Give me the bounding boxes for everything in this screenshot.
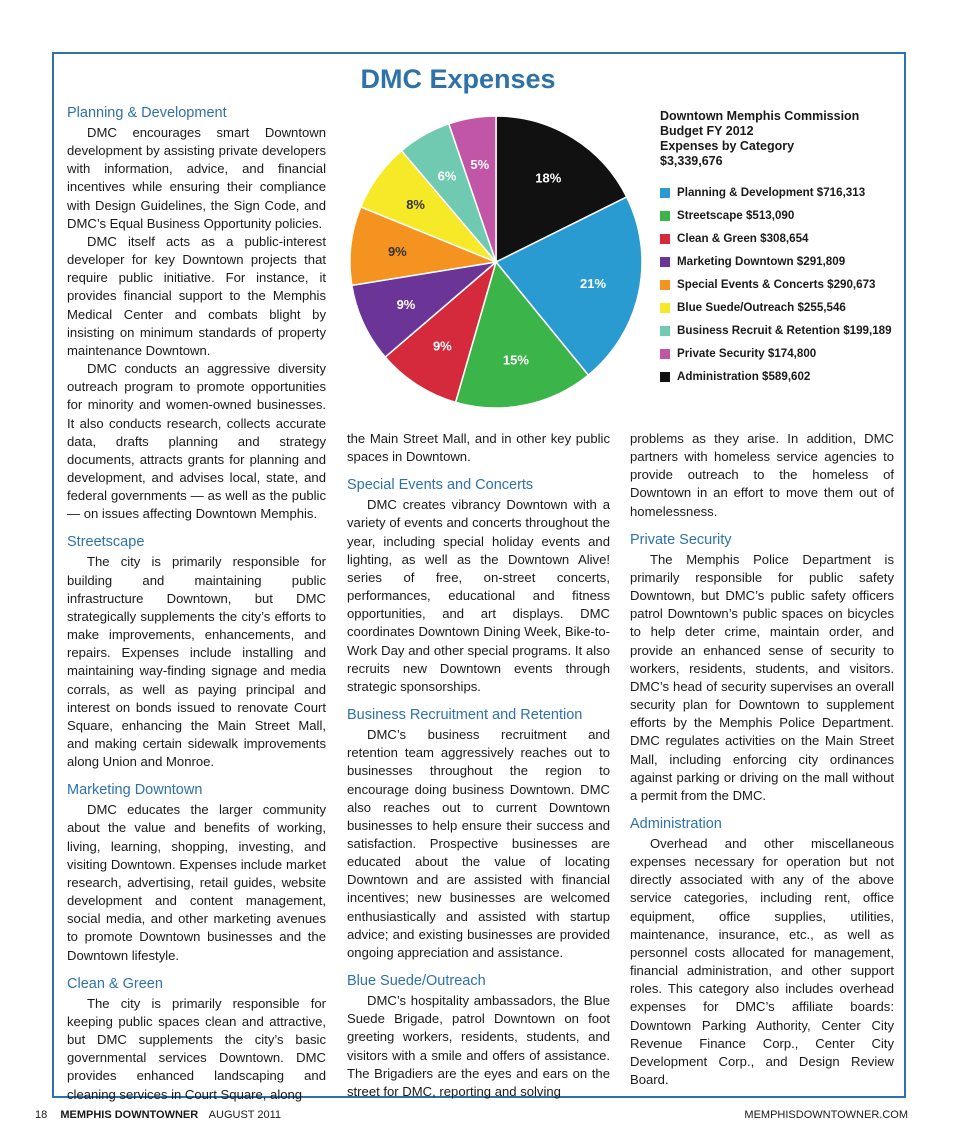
legend-item (660, 296, 900, 319)
legend-item (660, 181, 900, 204)
page-title: DMC Expenses (360, 64, 556, 94)
legend-label: Business Recruit & Retention $199,189 (677, 324, 892, 337)
legend-item (660, 250, 900, 273)
footer-left (35, 1109, 281, 1121)
legend-item (660, 365, 900, 388)
paragraph: DMC itself acts as a public-interest developer for key Downtown projects that require public initiative. For instance, it provides financial support to the Memphis Medical Center and combats blight by insisting on minimum standards of property maintenance Downtown. (67, 233, 326, 358)
text-column-left (67, 104, 326, 1104)
footer-website: MEMPHISDOWNTOWNER.COM (744, 1109, 908, 1121)
legend-swatch (660, 303, 670, 313)
legend-swatch (660, 349, 670, 359)
paragraph: The city is primarily responsible for building and maintaining public infrastructure Downtown, but DMC strategically supplements the city’s efforts to make improvements, enhancements, and repairs. Expenses include installing and maintaining way-finding signage and media corrals, as well as paying principal and interest on bonds issued to renovate Court Square, enhancing the Main Street Mall, and making certain sidewalk improvements along Union and Monroe. (67, 554, 326, 770)
pie-slice-label: 9% (432, 338, 452, 354)
paragraph: DMC conducts an aggressive diversity outreach program to promote opportunities for minority and women-owned businesses. It also conducts research, collects accurate data, drafts planning and strategy documents, attracts grants for planning and development, and advises local, state, and federal governments — as well as the public — on issues affecting Downtown Memphis. (67, 361, 326, 522)
legend-label: Administration $589,602 (677, 370, 811, 383)
pie-slice-label: 9% (396, 296, 416, 312)
legend-swatch (660, 211, 670, 221)
pie-slice-label: 8% (406, 196, 425, 212)
legend-item (660, 319, 900, 342)
heading-clean-green: Clean & Green (67, 975, 163, 992)
pie-slice-label: 9% (387, 243, 407, 259)
pie-slice-label: 21% (580, 275, 607, 291)
text-column-right (630, 430, 894, 1089)
legend-item (660, 273, 900, 296)
legend-title: Downtown Memphis Commission (660, 109, 860, 123)
legend-label: Marketing Downtown $291,809 (677, 255, 846, 268)
paragraph: The city is primarily responsible for keeping public spaces clean and attractive, but DMC supplements the city’s basic governmental services Downtown. DMC provides enhanced landscaping and cleaning services in Court Square, along (67, 995, 326, 1102)
legend-label: Private Security $174,800 (677, 347, 817, 360)
pie-slice-label: 6% (437, 168, 457, 184)
heading-private-security: Private Security (630, 531, 732, 548)
legend-total: $3,339,676 (660, 154, 723, 168)
pie-chart (346, 112, 646, 412)
paragraph: DMC educates the larger community about the value and benefits of working, living, learning, shopping, investing, and visiting Downtown. Expenses include market research, advertising, retail guides, website development and content management, social media, and other marketing avenues to promote Downtown businesses and the Downtown lifestyle. (67, 802, 326, 963)
heading-special-events: Special Events and Concerts (347, 477, 534, 494)
legend-label: Special Events & Concerts $290,673 (677, 278, 876, 291)
legend-swatch (660, 280, 670, 290)
page-number: 18 (35, 1109, 48, 1121)
issue-date: AUGUST 2011 (208, 1109, 282, 1121)
pie-slices (350, 116, 642, 408)
paragraph: DMC’s hospitality ambassadors, the Blue Suede Brigade, patrol Downtown on foot greeting workers, residents, students, and visitors with a smile and offers of assistance. The Brigadiers are the eyes and ears on the street for DMC, reporting and solving (347, 993, 610, 1099)
heading-streetscape: Streetscape (67, 534, 145, 551)
chart-legend (660, 109, 900, 388)
publication-name: MEMPHIS DOWNTOWNER (60, 1109, 199, 1121)
paragraph: DMC encourages smart Downtown development by assisting private developers with information, advice, and financial incentives while ensuring their compliance with Design Guidelines, the Sign Code, and DMC’s Equal Business Opportunity policies. (67, 125, 326, 231)
legend-item (660, 204, 900, 227)
legend-swatch (660, 234, 670, 244)
paragraph-continued: problems as they arise. In addition, DMC partners with homeless service agencies to provide outreach to the homeless of Downtown in an effort to move them out of homelessness. (630, 431, 894, 519)
legend-label: Streetscape $513,090 (677, 209, 795, 222)
legend-swatch (660, 188, 670, 198)
heading-administration: Administration (630, 815, 722, 832)
legend-label: Clean & Green $308,654 (677, 232, 809, 245)
heading-marketing-downtown: Marketing Downtown (67, 782, 203, 799)
heading-business-recruitment: Business Recruitment and Retention (347, 707, 583, 724)
pie-slice-label: 18% (535, 170, 562, 186)
legend-swatch (660, 372, 670, 382)
legend-swatch (660, 326, 670, 336)
heading-blue-suede-outreach: Blue Suede/Outreach (347, 973, 486, 990)
pie-slice-label: 5% (470, 157, 490, 173)
paragraph: DMC creates vibrancy Downtown with a variety of events and concerts throughout the year, including special holiday events and lighting, as well as the Downtown Alive! series of free, on-street concerts, performances, educational and fitness opportunities, and art displays. DMC coordinates Downtown Dining Week, Bike-to-Work Day and other special programs. It also recruits new Downtown events through strategic sponsorships. (347, 497, 610, 694)
paragraph: Overhead and other miscellaneous expenses necessary for operation but not directly associated with any of the above service categories, including rent, office equipment, office supplies, utilities, maintenance, insurance, etc., as well as personnel costs allocated for management, financial administration, and other support roles. This category also includes overhead expenses for DMC’s affiliate boards: Downtown Parking Authority, Center City Revenue Finance Corp., Center City Development Corp., and Design Review Board. (630, 835, 894, 1087)
text-column-middle (347, 430, 610, 1101)
legend-item (660, 342, 900, 365)
paragraph: DMC’s business recruitment and retention team aggressively reaches out to businesses throughout the region to encourage doing business Downtown. DMC also reaches out to current Downtown businesses to help ensure their success and satisfaction. Prospective businesses are educated about the value of locating Downtown and are assisted with financial incentives; new businesses are welcomed enthusiastically and assisted with startup advice; and existing businesses are provided ongoing appreciation and assistance. (347, 727, 610, 960)
paragraph-continued: the Main Street Mall, and in other key public spaces in Downtown. (347, 431, 610, 465)
legend-subtitle-line: Expenses by Category (660, 139, 795, 153)
heading-planning-development: Planning & Development (67, 105, 227, 121)
paragraph: The Memphis Police Department is primarily responsible for public safety Downtown, but DMC’s public safety officers patrol Downtown’s public spaces on bicycles to help deter crime, maintain order, and provide an enhanced sense of security to workers, residents, students, and visitors. DMC’s head of security supervises an overall security plan for Downtown to supplement efforts by the Memphis Police Department. DMC regulates activities on the Main Street Mall, including enforcing city ordinances against parking or driving on the mall without a permit from the DMC. (630, 551, 894, 803)
legend-subtitle-line: Budget FY 2012 (660, 124, 754, 138)
legend-swatch (660, 257, 670, 267)
pie-slice-label: 15% (502, 352, 529, 368)
legend-label: Planning & Development $716,313 (677, 186, 866, 199)
legend-item (660, 227, 900, 250)
legend-label: Blue Suede/Outreach $255,546 (677, 301, 846, 314)
legend-list (660, 181, 900, 388)
